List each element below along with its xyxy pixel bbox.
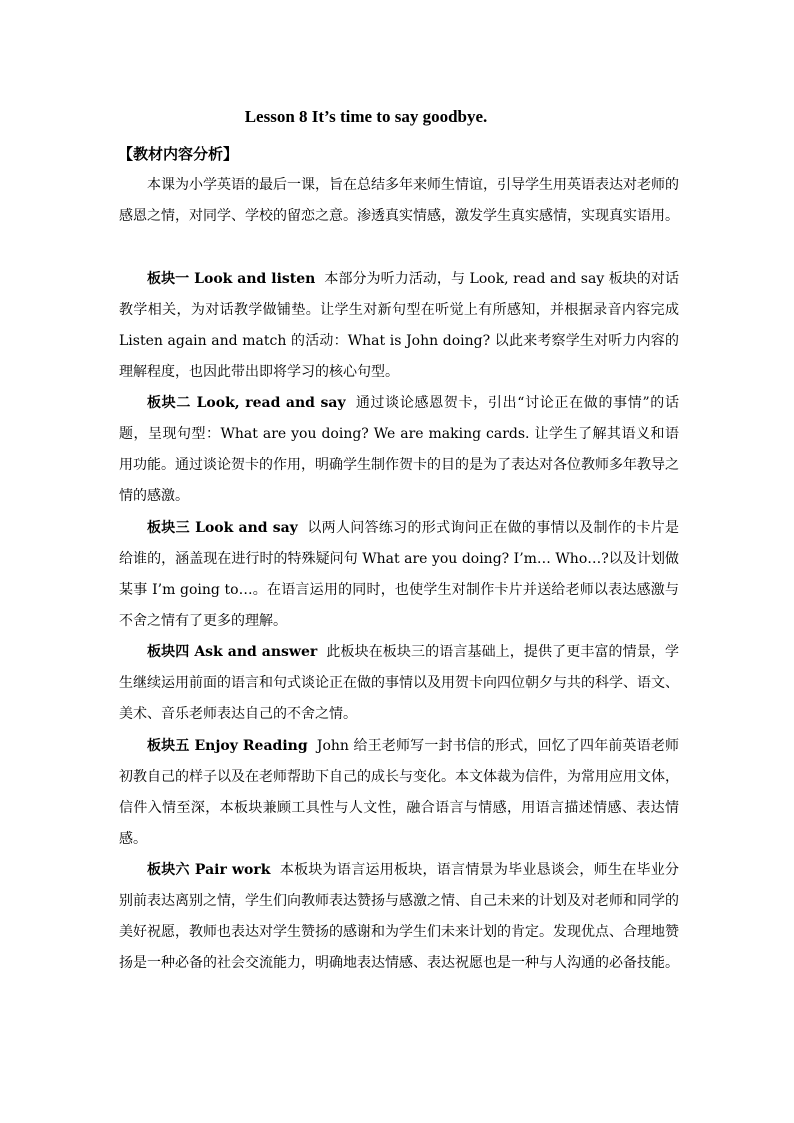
lesson-title: Lesson 8 It’s time to say goodbye. xyxy=(244,107,488,126)
block-3-text: 以两人问答练习的形式询问正在做的事情以及制作的卡片是给谁的，涵盖现在进行时的特殊疑问句 What are you doing? I’m… Who…?以及计划做某事 I’m going to…。在语言运用的同时，也使学生对制作卡片并送给老师以表达感激与不舍之情有了更多的理解。 xyxy=(119,520,679,629)
block-6-text: 本板块为语言运用板块，语言情景为毕业恳谈会，师生在毕业分别前表达离别之情，学生们向教师表达赞扬与感激之情、自己未来的计划及对老师和同学的美好祝愿，教师也表达对学生赞扬的感谢和为学生们未来计划的肯定。发现优点、合理地赞扬是一种必备的社会交流能力，明确地表达情感、表达祝愿也是一种与人沟通的必备技能。 xyxy=(119,862,679,971)
intro-section xyxy=(119,170,679,233)
block-2-paragraph xyxy=(119,388,679,512)
block-6-label: 板块六 Pair work xyxy=(147,862,271,878)
block-6-paragraph xyxy=(119,855,679,979)
block-4-paragraph xyxy=(119,637,679,730)
block-3-section xyxy=(119,513,679,638)
block-4-text: 此板块在板块三的语言基础上，提供了更丰富的情景，学生继续运用前面的语言和句式谈论正在做的事情以及用贺卡向四位朝夕与共的科学、语文、美术、音乐老师表达自己的不舍之情。 xyxy=(119,644,679,722)
block-2-text: 通过谈论感恩贺卡，引出“讨论正在做的事情”的话题，呈现句型：What are you doing? We are making cards. 让学生了解其语义和语用功能。通过谈论贺卡的作用，明确学生制作贺卡的目的是为了表达对各位教师多年教导之情的感激。 xyxy=(119,395,679,504)
block-1-section xyxy=(119,264,679,389)
block-2-section xyxy=(119,388,679,513)
block-3-paragraph xyxy=(119,513,679,637)
section-heading: 【教材内容分析】 xyxy=(118,145,239,163)
block-1-paragraph xyxy=(119,264,679,388)
block-6-section xyxy=(119,855,679,980)
block-1-text: 本部分为听力活动，与 Look, read and say 板块的对话教学相关，为对话教学做铺垫。让学生对新句型在听觉上有所感知，并根据录音内容完成 Listen again and match 的活动：What is John doing? 以此来考察学生对听力内容的理解程度，也因此带出即将学习的核心句型。 xyxy=(119,271,679,380)
block-5-section xyxy=(119,731,679,856)
block-5-text: John 给王老师写一封书信的形式，回忆了四年前英语老师初教自己的样子以及在老师帮助下自己的成长与变化。本文体裁为信件，为常用应用文体，信件入情至深，本板块兼顾工具性与人文性，融合语言与情感，用语言描述情感、表达情感。 xyxy=(119,738,679,847)
block-2-label: 板块二 Look, read and say xyxy=(147,395,346,411)
intro-paragraph: 本课为小学英语的最后一课，旨在总结多年来师生情谊，引导学生用英语表达对老师的感恩之情，对同学、学校的留恋之意。渗透真实情感，激发学生真实感情，实现真实语用。 xyxy=(119,177,679,224)
block-5-paragraph xyxy=(119,731,679,855)
block-1-label: 板块一 Look and listen xyxy=(147,271,316,287)
block-4-section xyxy=(119,637,679,731)
block-3-label: 板块三 Look and say xyxy=(147,520,298,536)
block-4-label: 板块四 Ask and answer xyxy=(147,644,318,660)
block-5-label: 板块五 Enjoy Reading xyxy=(147,738,308,754)
